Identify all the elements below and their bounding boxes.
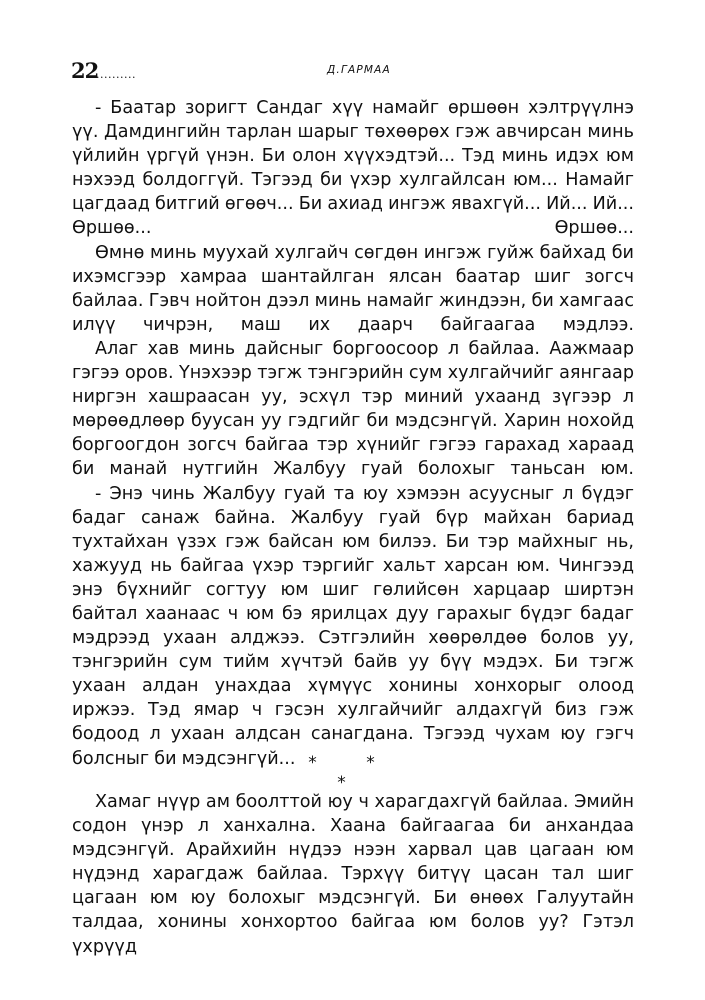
body-text xyxy=(72,96,634,771)
paragraph: - Баатар зоригт Сандаг хүү намайг өршөөн хэлтрүүлнэ үү. Дамдингийн тарлан шарыг төхөөрөх гэж авчирсан минь үйлийн үргүй үнэн. Би олон хүүхэдтэй... Тэд минь идэх юм нэхээд болдоггүй. Тэгээд би үхэр хулгайлсан юм... Намайг цагдаад битгий өгөөч... Би ахиад ингэж явахгүй... Ий... Ий... Өршөө... Өршөө... xyxy=(72,98,634,239)
body-text-continued xyxy=(72,790,634,959)
paragraph: Алаг хав минь дайсныг боргоосоор л байлаа. Аажмаар гэгээ оров. Үнэхээр тэгж тэнгэрийн сум хулгайчийг аянгаар ниргэн хашраасан уу, эсхүл тэр миний ухаанд зүгээр л мөрөөдлөөр буусан уу гэдгийг би мэдсэнгүй. Харин нохойд боргоогдон зогсч байгаа тэр хүнийг гэгээ гарахад хараад би манай нутгийн Жалбуу гуай болохыг таньсан юм. xyxy=(72,338,634,480)
paragraph: Хамаг нүүр ам боолттой юу ч харагдахгүй байлаа. Эмийн содон үнэр л ханхална. Хаана байгаагаа би анхандаа мэдсэнгүй. Арайхийн нүдээ нээн харвал цав цагаан юм нүдэнд харагдаж байлаа. Тэрхүү битүү цасан тал шиг цагаан юм юу болохыг мэдсэнгүй. Би өнөөх Галуутайн талдаа, хонины хонхортоо байгаа юм болов уу? Гэтэл үхрүүд xyxy=(72,792,634,957)
paragraph: Өмнө минь муухай хулгайч сөгдөн ингэж гуйж байхад би ихэмсгээр хамраа шантайлган ялсан баатар шиг зогсч байлаа. Гэвч нойтон дээл минь намайг жиндээн, би хамгаас илүү чичрэн, маш их даарч байгаагаа мэдлээ. xyxy=(72,242,634,335)
page-number-leader: .......... xyxy=(96,68,136,81)
paragraph: - Энэ чинь Жалбуу гуай та юу хэмээн асуусныг л бүдэг бадаг санаж байна. Жалбуу гуай бүр майхан бариад тухтайхан үзэх гэж байсан юм билээ. Би тэр майхныг нь, хажууд нь байгаа үхэр тэргийг хальт харсан юм. Чингээд энэ бүхнийг согтуу юм шиг гөлийсөн харцаар ширтэн байтал хаанаас ч юм бэ ярилцах дуу гарахыг бүдэг бадаг мэдрээд ухаан алджээ. Сэтгэлийн хөөрөлдөө болов уу, тэнгэрийн сум тийм хүчтэй байв уу бүү мэдэх. Би тэгж ухаан алдан унахдаа хүмүүс хонины хонхорыг олоод иржээ. Тэд ямар ч гэсэн хулгайчийг алдахгүй биз гэж бодоод л ухаан алдсан санагдана. Тэгээд чухам юу гэгч болсныг би мэдсэнгүй... xyxy=(72,483,634,769)
running-head-author: Д.ГАРМАА xyxy=(327,64,391,76)
section-separator: * * * xyxy=(308,753,397,793)
page-number: 22 xyxy=(71,58,99,83)
page-header xyxy=(0,58,705,88)
